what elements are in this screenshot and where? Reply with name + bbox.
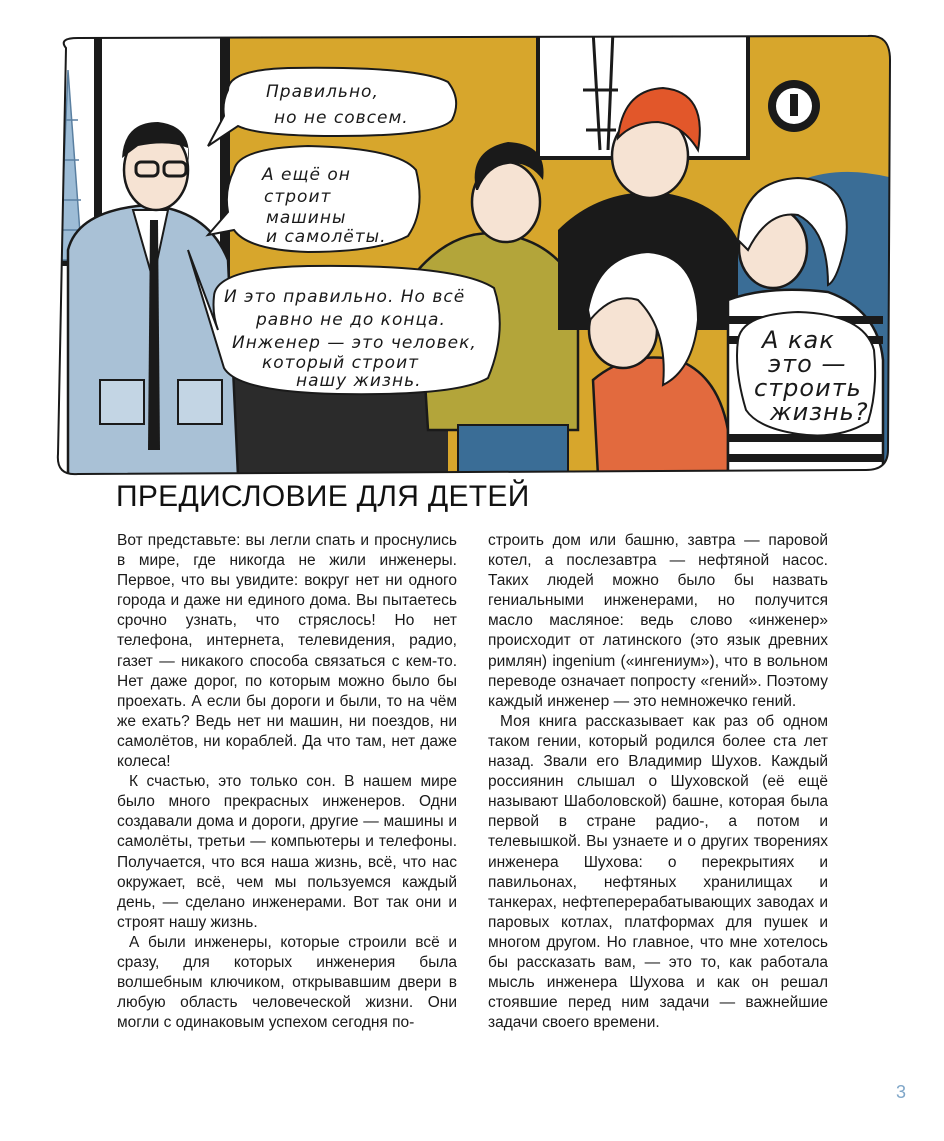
text-column-right xyxy=(488,531,828,1033)
paragraph: А были инженеры, которые строили всё и сразу, для которых инженерия была волшебным ключиком, открывавшим двери в любую область человеческой жизни. Они могли с одинаковым успехом сегодня по- xyxy=(117,933,457,1032)
bubble-3-line-1: И это правильно. Но всё xyxy=(224,287,466,307)
speech-bubble-4 xyxy=(737,312,875,436)
bubble-4-line-2: это — xyxy=(768,350,847,378)
bubble-4-line-1: А как xyxy=(762,326,835,354)
paragraph: Вот представьте: вы легли спать и проснулись в мире, где никогда не жили инженеры. Первое, что вы увидите: вокруг нет ни одного города и даже ни единого дома. Вы пытаетесь срочно узнать, что стряслось! Но нет телефона, интернета, телевидения, радио, газет — никакого способа связаться с кем-то. Нет даже дорог, по которым можно было бы проехать. А если бы дороги и были, то на чём же ехать? Ведь нет ни машин, ни поездов, ни самолётов, ни кораблей. Да что там, нет даже колеса! xyxy=(117,532,457,771)
comic-illustration xyxy=(38,30,900,476)
page-title: ПРЕДИСЛОВИЕ ДЛЯ ДЕТЕЙ xyxy=(116,480,530,513)
bubble-2-line-4: и самолёты. xyxy=(266,227,387,247)
bubble-4-line-3: строить xyxy=(754,374,862,402)
man-tie xyxy=(148,220,160,450)
page-number: 3 xyxy=(896,1082,907,1102)
bubble-1-line-1: Правильно, xyxy=(266,82,379,102)
bubble-2-line-3: машины xyxy=(266,208,347,228)
paragraph: Моя книга рассказывает как раз об одном таком гении, который родился более ста лет назад. Звали его Владимир Шухов. Каждый россиянин слышал о Шуховской (её ещё называют Шаболовской) башне, которая была первой в стране радио-, а потом и телевышкой. Вы узнаете и о других творениях инженера Шухова: о перекрытиях и павильонах, нефтяных хранилищах и танкерах, нефтеперерабатывающих заводах и паровых котлах, платформах для пушек и многом другом. Но главное, что мне хотелось бы рассказать вам, — это то, как работала мысль инженера Шухова и как он решал стоявшие перед ним задачи — важнейшие задачи своего времени. xyxy=(488,712,828,1032)
boy-jeans xyxy=(458,425,568,476)
bubble-2-line-1: А ещё он xyxy=(262,165,351,185)
text-column-left xyxy=(117,531,457,1033)
bubble-2-line-2: строит xyxy=(264,187,332,207)
bubble-1-line-2: но не совсем. xyxy=(274,108,409,128)
bubble-3-line-3: Инженер — это человек, xyxy=(232,333,477,353)
bubble-3-line-5: нашу жизнь. xyxy=(296,371,422,391)
bubble-3-line-4: который строит xyxy=(262,353,420,373)
speech-bubble-2 xyxy=(208,146,420,252)
bubble-4-line-4: жизнь? xyxy=(770,398,869,426)
bubble-3-line-2: равно не до конца. xyxy=(256,310,446,330)
comic-scene xyxy=(38,30,900,476)
paragraph: строить дом или башню, завтра — паровой котел, а послезавтра — нефтяной насос. Таких людей можно было бы назвать гениальными инженерами, но получится масло масляное: ведь слово «инженер» происходит от латинского (это язык древних римлян) ingenium («ингениум»), что в вольном переводе означает попросту «гений». Поэтому каждый инженер — это немножечко гений. xyxy=(488,532,828,710)
paragraph: К счастью, это только сон. В нашем мире было много прекрасных инженеров. Одни создавали дома и дороги, другие — машины и самолёты, третьи — компьютеры и телефоны. Получается, что вся наша жизнь, всё, что нас окружает, всё, чем мы пользуемся каждый день, — сделано инженерами. Вот так они и строят нашу жизнь. xyxy=(117,773,457,931)
